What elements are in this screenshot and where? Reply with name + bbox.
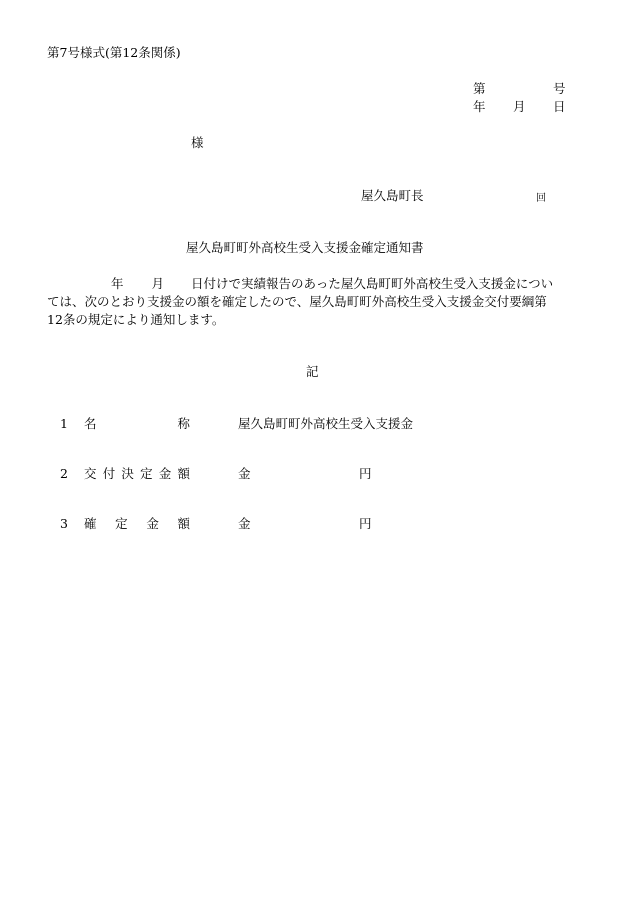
body-line-2: ては、次のとおり支援金の額を確定したので、屋久島町町外高校生受入支援金交付要綱第 [47,294,547,309]
body-line-3: 12条の規定により通知します。 [47,312,225,327]
body-year: 年 [111,276,124,291]
number-prefix: 第 [473,81,486,96]
number-suffix: 号 [553,81,566,96]
body-line-1 [47,275,587,293]
item-2-label-char: 額 [177,466,190,481]
date-year: 年 [473,99,486,114]
item-2-unit: 円 [359,466,372,481]
item-1-label-char: 名 [84,416,97,431]
notice-body [47,275,587,329]
item-2-number: 2 [60,466,68,481]
item-2-label-char: 決 [121,466,134,481]
item-3-label-char: 確 [84,516,97,531]
item-2-label-char: 交 [84,466,97,481]
seal-mark [536,191,546,204]
item-2-label-char: 定 [140,466,153,481]
item-3-value: 金 [238,516,251,531]
item-3-label [84,518,190,531]
item-3-label-char: 金 [146,516,159,531]
item-1-value: 屋久島町町外高校生受入支援金 [238,416,414,431]
seal-label: 回 [536,193,546,204]
item-3-label-char: 定 [115,516,128,531]
item-3-unit: 円 [359,516,372,531]
item-2-label [84,468,190,481]
item-3-label-char: 額 [177,516,190,531]
body-line-1-text: 日付けで実績報告のあった屋久島町町外高校生受入支援金につい [191,276,554,291]
item-3-number: 3 [60,516,68,531]
item-2-label-char: 付 [102,466,116,481]
item-2-label-char: 金 [158,466,172,481]
sender-title: 屋久島町長 [361,188,424,203]
date-month: 月 [513,99,526,114]
document-title: 屋久島町町外高校生受入支援金確定通知書 [186,240,424,255]
addressee-suffix: 様 [191,135,204,150]
item-1-number: 1 [60,416,68,431]
item-2-value: 金 [238,466,251,481]
form-label: 第7号様式(第12条関係) [47,45,181,60]
ki-heading: 記 [306,364,319,379]
item-1-label [84,418,190,431]
date-day: 日 [553,99,566,114]
item-1-label-char: 称 [177,416,190,431]
body-month: 月 [151,276,165,291]
